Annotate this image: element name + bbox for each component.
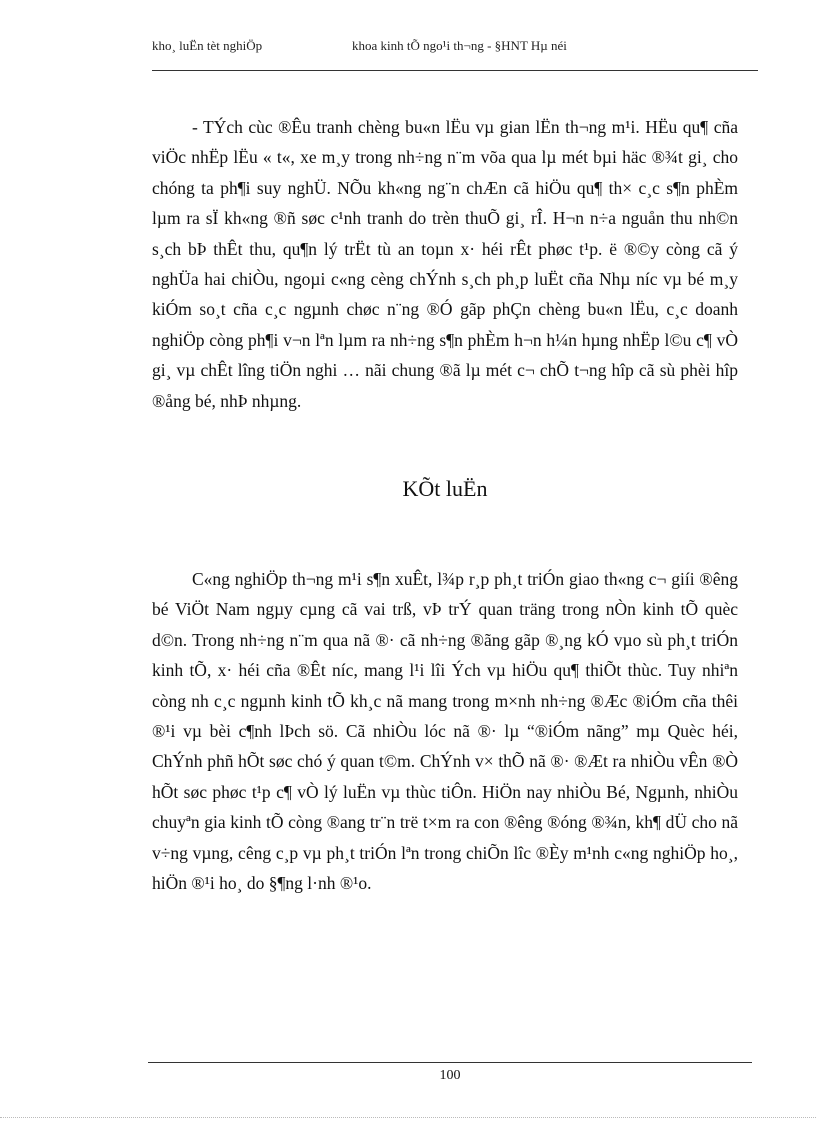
section-title: KÕt luËn [402, 476, 488, 501]
main-text [152, 112, 738, 416]
header-faculty-label: khoa kinh tÕ ngo¹i th¬ng - §HNT Hµ néi [352, 38, 567, 53]
header-divider [152, 70, 758, 71]
conclusion-text [152, 564, 738, 898]
page-bottom-edge [0, 1117, 816, 1118]
footer-divider [148, 1062, 752, 1063]
paragraph: - TÝch cùc ®Êu tranh chèng bu«n lËu vµ gian lËn th¬ng m¹i. HËu qu¶ cña viÖc nhËp lËu « t«, xe m¸y trong nh÷ng n¨m võa qua lµ mét bµi häc ®¾t gi¸ cho chóng ta ph¶i suy nghÜ. NÕu kh«ng ng¨n chÆn cã hiÖu qu¶ th× c¸c s¶n phÈm lµm ra sÏ kh«ng ®ñ søc c¹nh tranh do trèn thuÕ gi¸ rÎ. H¬n n÷a nguån thu nh©n s¸ch bÞ thÊt thu, qu¶n lý trËt tù an toµn x· héi rÊt phøc t¹p. ë ®©y còng cã ý nghÜa hai chiÒu, ngoµi c«ng cèng chÝnh s¸ch ph¸p luËt cña Nhµ níc vµ bé m¸y kiÓm so¸t cña c¸c ngµnh chøc n¨ng ®Ó gãp phÇn chèng bu«n lËu, c¸c doanh nghiÖp còng ph¶i v¬n lªn lµm ra nh÷ng s¶n phÈm h¬n h¼n hµng nhËp l©u c¶ vÒ gi¸ vµ chÊt lîng tiÖn nghi … nãi chung ®ã lµ mét c¬ chÕ t¬ng hîp cã sù phèi hîp ®ång bé, nhÞ nhµng. [152, 117, 738, 411]
header-thesis-label: kho¸ luËn tèt nghiÖp [152, 38, 263, 53]
paragraph: C«ng nghiÖp th¬ng m¹i s¶n xuÊt, l¾p r¸p ph¸t triÓn giao th«ng c¬ giíi ®êng bé ViÖt Nam ngµy cµng cã vai trß, vÞ trÝ quan träng trong nÒn kinh tÕ quèc d©n. Trong nh÷ng n¨m qua nã ®· cã nh÷ng ®ãng gãp ®¸ng kÓ vµo sù ph¸t triÓn kinh tÕ, x· héi cña ®Êt níc, mang l¹i lîi Ých vµ hiÖu qu¶ thiÕt thùc. Tuy nhiªn còng nh c¸c ngµnh kinh tÕ kh¸c nã mang trong m×nh nh÷ng ®Æc ®iÓm cña thêi ®¹i vµ bèi c¶nh lÞch sö. Cã nhiÒu lóc nã ®· lµ “®iÓm nãng” mµ Quèc héi, ChÝnh phñ hÕt søc chó ý quan t©m. ChÝnh v× thÕ nã ®· ®Æt ra nhiÒu vÊn ®Ò hÕt søc phøc t¹p c¶ vÒ lý luËn vµ thùc tiÔn. HiÖn nay nhiÒu Bé, Ngµnh, nhiÒu chuyªn gia kinh tÕ còng ®ang tr¨n trë t×m ra con ®êng ®óng ®¾n, kh¶ dÜ cho nã v÷ng vµng, cêng c¸p vµ ph¸t triÓn lªn trong chiÕn lîc ®Èy m¹nh c«ng nghiÖp ho¸, hiÖn ®¹i ho¸ do §¶ng l·nh ®¹o. [152, 569, 738, 894]
page-number: 100 [439, 1068, 461, 1083]
page-header [152, 38, 758, 56]
